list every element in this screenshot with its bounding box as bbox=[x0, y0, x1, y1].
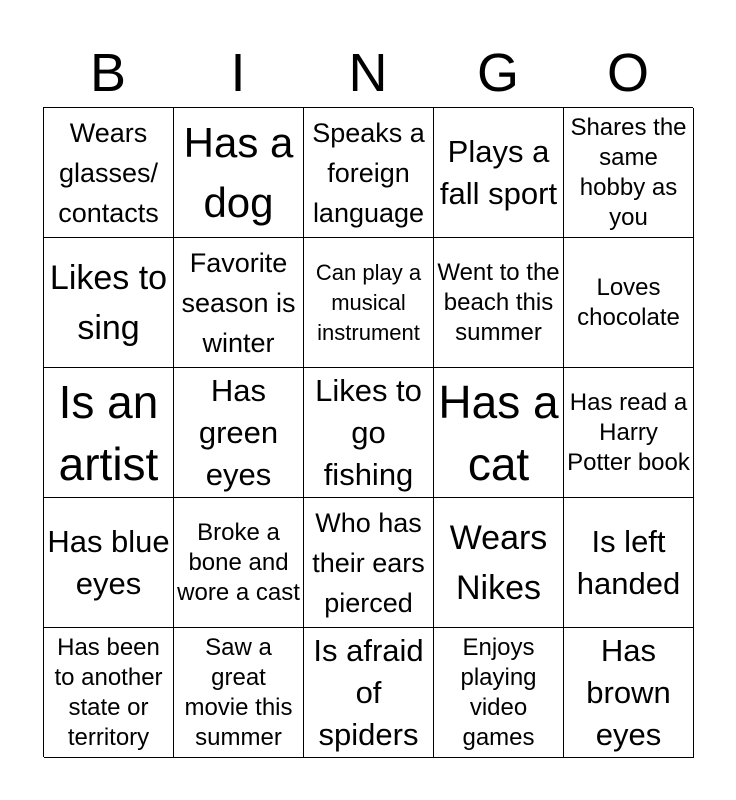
bingo-square[interactable] bbox=[174, 498, 304, 628]
square-label: Likes to go fishing bbox=[315, 372, 422, 492]
square-label: Has blue eyes bbox=[47, 523, 170, 601]
bingo-square[interactable] bbox=[174, 238, 304, 368]
bingo-square[interactable] bbox=[564, 108, 694, 238]
bingo-square[interactable] bbox=[304, 498, 434, 628]
bingo-square[interactable] bbox=[44, 108, 174, 238]
square-label: Wears glasses/ contacts bbox=[58, 117, 159, 228]
square-label: Favorite season is winter bbox=[181, 247, 296, 358]
square-label: Can play a musical instrument bbox=[315, 259, 422, 345]
bingo-square[interactable] bbox=[434, 628, 564, 758]
header-letter-g: G bbox=[476, 43, 519, 103]
square-label: Has a cat bbox=[438, 375, 559, 490]
bingo-square[interactable] bbox=[434, 238, 564, 368]
bingo-square[interactable] bbox=[304, 108, 434, 238]
bingo-square[interactable] bbox=[564, 238, 694, 368]
bingo-square[interactable] bbox=[304, 628, 434, 758]
square-label: Speaks a foreign language bbox=[312, 117, 425, 228]
bingo-square[interactable] bbox=[304, 238, 434, 368]
header-letter-n: N bbox=[348, 43, 388, 103]
header-letter-i: I bbox=[230, 43, 246, 103]
bingo-header bbox=[43, 40, 693, 106]
square-label: Has read a Harry Potter book bbox=[567, 388, 690, 476]
square-label: Wears Nikes bbox=[449, 518, 548, 607]
square-label: Shares the same hobby as you bbox=[570, 113, 687, 231]
square-label: Went to the beach this summer bbox=[437, 258, 560, 346]
bingo-square[interactable] bbox=[564, 368, 694, 498]
square-label: Broke a bone and wore a cast bbox=[177, 518, 300, 606]
bingo-card bbox=[43, 107, 693, 757]
bingo-square[interactable] bbox=[564, 628, 694, 758]
bingo-square[interactable] bbox=[434, 368, 564, 498]
square-label: Who has their ears pierced bbox=[312, 507, 425, 618]
bingo-square[interactable] bbox=[44, 628, 174, 758]
square-label: Loves chocolate bbox=[577, 273, 680, 331]
square-label: Saw a great movie this summer bbox=[184, 633, 293, 751]
square-label: Is left handed bbox=[576, 523, 681, 601]
header-letter-o: O bbox=[606, 43, 649, 103]
bingo-square[interactable] bbox=[44, 368, 174, 498]
square-label: Likes to sing bbox=[49, 258, 168, 347]
bingo-square[interactable] bbox=[564, 498, 694, 628]
square-label: Has green eyes bbox=[198, 372, 279, 492]
square-label: Has brown eyes bbox=[586, 632, 671, 752]
square-label: Is afraid of spiders bbox=[313, 632, 424, 752]
square-label: Enjoys playing video games bbox=[460, 633, 537, 751]
bingo-square[interactable] bbox=[434, 498, 564, 628]
bingo-square[interactable] bbox=[174, 628, 304, 758]
square-label: Has a dog bbox=[183, 118, 294, 226]
bingo-square[interactable] bbox=[174, 108, 304, 238]
bingo-square[interactable] bbox=[174, 368, 304, 498]
header-letter-b: B bbox=[89, 43, 127, 103]
bingo-square[interactable] bbox=[434, 108, 564, 238]
bingo-square[interactable] bbox=[44, 238, 174, 368]
square-label: Is an artist bbox=[58, 375, 159, 490]
square-label: Has been to another state or territory bbox=[54, 633, 163, 751]
bingo-square[interactable] bbox=[44, 498, 174, 628]
square-label: Plays a fall sport bbox=[439, 133, 558, 211]
bingo-square[interactable] bbox=[304, 368, 434, 498]
